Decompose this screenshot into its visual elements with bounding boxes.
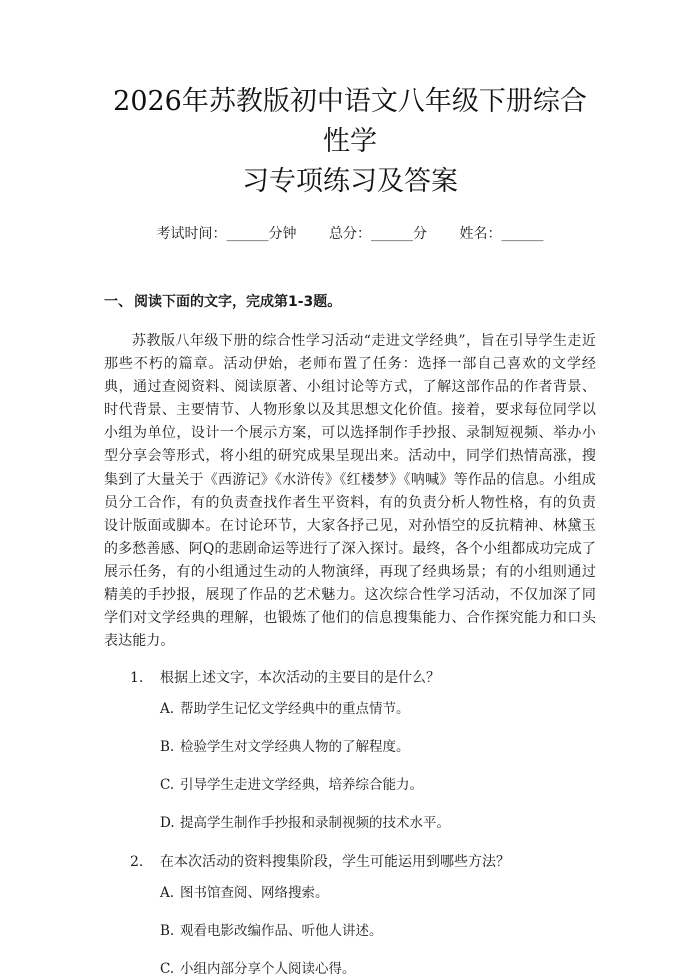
option-letter: D.	[160, 815, 175, 832]
section-number: 一、	[104, 294, 132, 310]
total-score-field: 总分：______分	[329, 226, 427, 242]
question-number: 1.	[130, 670, 144, 687]
option-b	[160, 737, 596, 757]
option-text: 图书馆查阅、网络搜索。	[180, 885, 329, 902]
option-letter: B.	[160, 923, 175, 940]
option-d	[160, 813, 596, 833]
question-2	[104, 851, 596, 979]
title-line-2: 习专项练习及答案	[242, 166, 458, 197]
question-text: 根据上述文字，本次活动的主要目的是什么？	[160, 670, 440, 687]
option-c	[160, 959, 596, 979]
option-letter: C.	[160, 961, 175, 978]
option-text: 帮助学生记忆文学经典中的重点情节。	[180, 701, 410, 718]
option-letter: B.	[160, 739, 175, 756]
question-1	[104, 667, 596, 833]
option-letter: C.	[160, 777, 175, 794]
question-stem	[104, 667, 596, 689]
exam-time-field: 考试时间：______分钟	[156, 226, 297, 242]
option-b	[160, 921, 596, 941]
document-title	[104, 0, 596, 202]
answer-options	[104, 699, 596, 833]
reading-passage: 苏教版八年级下册的综合性学习活动“走进文学经典”，旨在引导学生走近那些不朽的篇章。活动伊始，老师布置了任务：选择一部自己喜欢的文学经典，通过查阅资料、阅读原著、小组讨论等方式，了解这部作品的作者背景、时代背景、主要情节、人物形象以及其思想文化价值。接着，要求每位同学以小组为单位，设计一个展示方案，可以选择制作手抄报、录制短视频、举办小型分享会等形式，将小组的研究成果呈现出来。活动中，同学们热情高涨，搜集到了大量关于《西游记》《水浒传》《红楼梦》《呐喊》等作品的信息。小组成员分工合作，有的负责查找作者生平资料，有的负责分析人物性格，有的负责设计版面或脚本。在讨论环节，大家各抒己见，对孙悟空的反抗精神、林黛玉的多愁善感、阿Q的悲剧命运等进行了深入探讨。最终，各个小组都成功完成了展示任务，有的小组通过生动的人物演绎，再现了经典场景；有的小组则通过精美的手抄报，展现了作品的艺术魅力。这次综合性学习活动，不仅加深了同学们对文学经典的理解，也锻炼了他们的信息搜集能力、合作探究能力和口头表达能力。	[104, 333, 596, 650]
option-letter: A.	[160, 701, 175, 718]
title-line-1: 2026年苏教版初中语文八年级下册综合性学	[113, 86, 587, 157]
question-text: 在本次活动的资料搜集阶段，学生可能运用到哪些方法？	[160, 854, 510, 871]
student-name-field: 姓名：______	[459, 226, 544, 242]
option-c	[160, 775, 596, 795]
question-stem	[104, 851, 596, 873]
answer-options	[104, 883, 596, 979]
option-text: 提高学生制作手抄报和录制视频的技术水平。	[180, 815, 450, 832]
section-instruction: 阅读下面的文字，完成第1-3题。	[134, 294, 342, 310]
section-heading	[104, 292, 596, 312]
option-text: 引导学生走进文学经典，培养综合能力。	[180, 777, 423, 794]
exam-info-line	[104, 224, 596, 244]
option-text: 检验学生对文学经典人物的了解程度。	[180, 739, 410, 756]
option-text: 小组内部分享个人阅读心得。	[180, 961, 356, 978]
option-text: 观看电影改编作品、听他人讲述。	[180, 923, 383, 940]
question-number: 2.	[130, 854, 144, 871]
option-a	[160, 883, 596, 903]
option-letter: A.	[160, 885, 175, 902]
option-a	[160, 699, 596, 719]
